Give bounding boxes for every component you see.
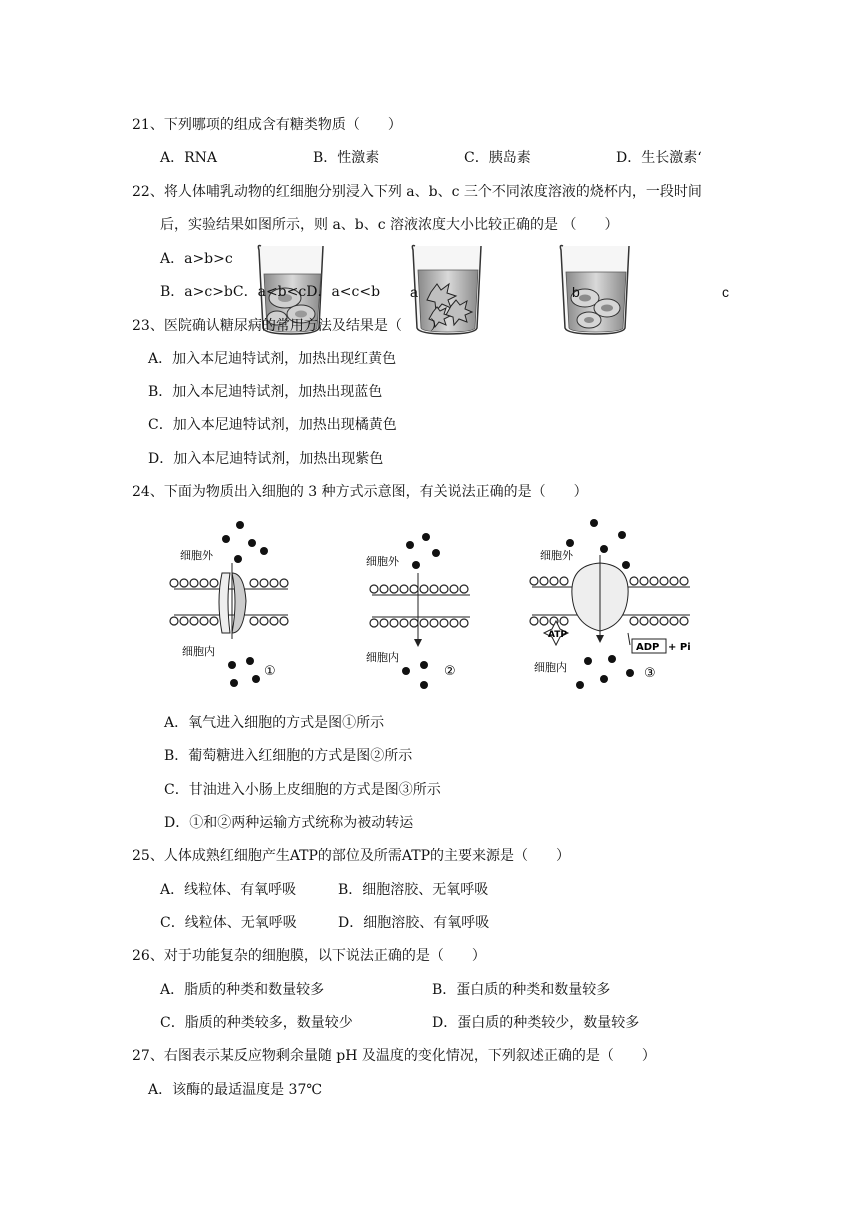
panel-2-number: ② [444, 664, 456, 679]
beaker-label-c: c [722, 284, 729, 300]
panel-3-inside-label: 细胞内 [534, 661, 567, 674]
q23-option-d: D．加入本尼迪特试剂，加热出现紫色 [148, 451, 384, 467]
q21-option-d: D．生长激素‘ [616, 150, 702, 166]
q26-stem: 26、对于功能复杂的细胞膜，以下说法正确的是（ ） [132, 948, 486, 964]
q22-option-a: A．a>b>c [160, 251, 233, 267]
q27-option-a: A．该酶的最适温度是 37℃ [148, 1082, 323, 1098]
membrane-transport-figure [160, 515, 700, 695]
q23-option-c: C．加入本尼迪特试剂，加热出现橘黄色 [148, 417, 397, 433]
q25-stem: 25、人体成熟红细胞产生ATP的部位及所需ATP的主要来源是（ ） [132, 848, 571, 864]
panel-2-outside-label: 细胞外 [366, 555, 399, 568]
q25-option-d: D．细胞溶胶、有氧呼吸 [338, 915, 490, 931]
q25-option-a: A．线粒体、有氧呼吸 [160, 882, 297, 898]
q21-stem: 21、下列哪项的组成含有糖类物质（ ） [132, 117, 402, 133]
q21-option-b: B．性激素 [313, 150, 380, 166]
q25-option-b: B．细胞溶胶、无氧呼吸 [338, 882, 489, 898]
q26-option-b: B．蛋白质的种类和数量较多 [432, 982, 611, 998]
q23-option-b: B．加入本尼迪特试剂，加热出现蓝色 [148, 384, 383, 400]
pi-label: + Pi [668, 642, 691, 653]
q26-option-a: A．脂质的种类和数量较多 [160, 982, 325, 998]
q21-option-c: C．胰岛素 [464, 150, 531, 166]
beaker-label-b: b [572, 284, 580, 300]
panel-1-number: ① [264, 664, 276, 679]
atp-label: ATP [548, 630, 568, 640]
q27-stem: 27、右图表示某反应物剩余量随 pH 及温度的变化情况，下列叙述正确的是（ ） [132, 1048, 656, 1064]
q22-stem-line1: 22、将人体哺乳动物的红细胞分别浸入下列 a、b、c 三个不同浓度溶液的烧杯内，一段时间 [132, 184, 702, 200]
panel-3-number: ③ [644, 666, 656, 681]
panel-3-outside-label: 细胞外 [540, 549, 573, 562]
q25-option-c: C．线粒体、无氧呼吸 [160, 915, 297, 931]
q22-option-bcd: B．a>c>bC．a<b<cD．a<c<b [160, 284, 381, 300]
beaker-c-image [560, 246, 629, 335]
q22-stem-line2: 后，实验结果如图所示，则 a、b、c 溶液浓度大小比较正确的是 （ ） [160, 217, 619, 233]
q24-stem: 24、下面为物质出入细胞的 3 种方式示意图，有关说法正确的是（ ） [132, 484, 588, 500]
panel-1-outside-label: 细胞外 [180, 549, 213, 562]
q23-option-a: A．加入本尼迪特试剂，加热出现红黄色 [148, 351, 397, 367]
q23-stem: 23、医院确认糖尿病的常用方法及结果是（ ） [132, 318, 444, 334]
beaker-label-a: a [410, 284, 418, 300]
q24-option-a: A．氧气进入细胞的方式是图①所示 [164, 715, 385, 731]
panel-1-inside-label: 细胞内 [182, 645, 215, 658]
q24-option-b: B．葡萄糖进入红细胞的方式是图②所示 [164, 748, 413, 764]
q21-option-a: A．RNA [160, 150, 218, 166]
panel-2-inside-label: 细胞内 [366, 651, 399, 664]
adp-label: ADP [636, 642, 660, 653]
q26-option-c: C．脂质的种类较多，数量较少 [160, 1015, 353, 1031]
q26-option-d: D．蛋白质的种类较少，数量较多 [432, 1015, 640, 1031]
q24-option-d: D．①和②两种运输方式统称为被动转运 [164, 815, 414, 831]
q24-option-c: C．甘油进入小肠上皮细胞的方式是图③所示 [164, 782, 441, 798]
panel-1-diagram [170, 521, 288, 687]
